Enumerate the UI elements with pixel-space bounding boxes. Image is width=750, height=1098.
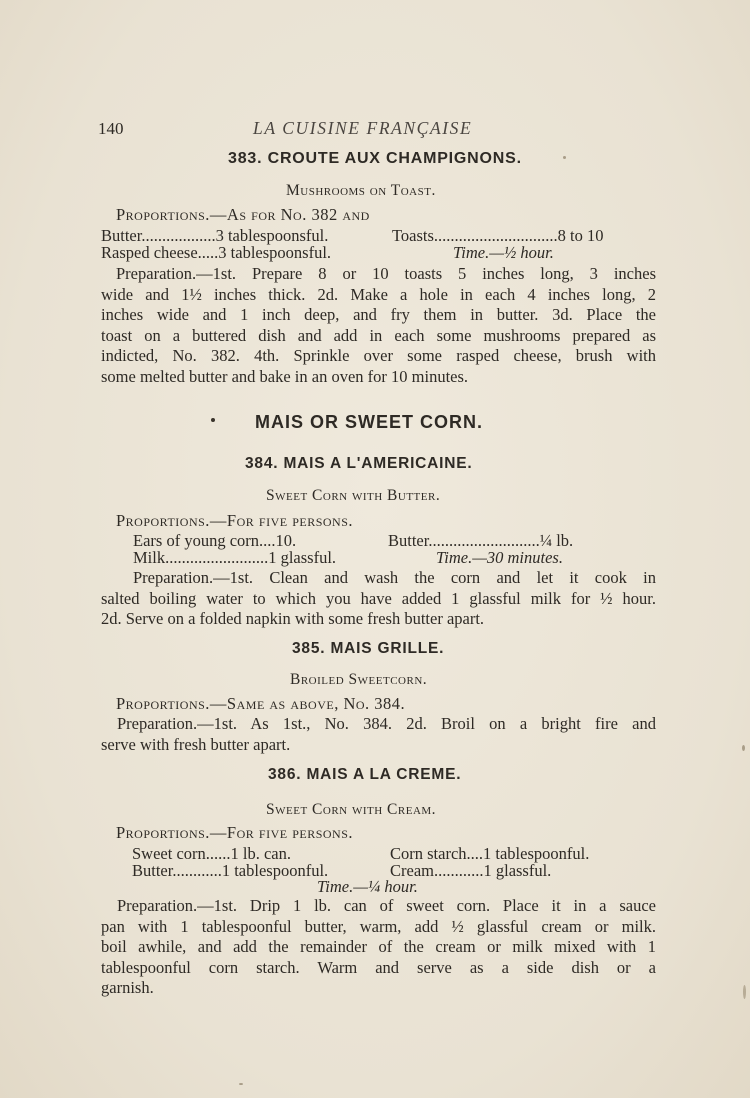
- recipe-title: 383. CROUTE AUX CHAMPIGNONS.: [228, 150, 522, 167]
- running-title: LA CUISINE FRANÇAISE: [253, 118, 473, 138]
- ingredient-item: Cream............1 glassful.: [390, 861, 552, 880]
- text-line: Preparation.—1st. Prepare 8 or 10 toasts 5 inches long, 3 inches: [116, 264, 656, 283]
- text-line: toast on a buttered dish and add in each some mushrooms prepared as: [101, 325, 656, 345]
- text-line: Preparation.—1st. Clean and wash the corn and let it cook in: [133, 568, 656, 587]
- page-number: 140: [98, 119, 124, 138]
- proportions-line: Proportions.—As for No. 382 and: [116, 205, 370, 224]
- recipe-title: 384. MAIS A L'AMERICAINE.: [245, 455, 473, 472]
- preparation-paragraph: [101, 714, 656, 755]
- text-line: Preparation.—1st. As 1st., No. 384. 2d. Broil on a bright fire and: [117, 714, 656, 733]
- text-line: pan with 1 tablespoonful butter, warm, add ½ glassful cream or milk.: [101, 916, 656, 936]
- proportions-line: Proportions.—For five persons.: [116, 511, 354, 530]
- text-line: serve with fresh butter apart.: [101, 734, 291, 754]
- text-line: some melted butter and bake in an oven for 10 minutes.: [101, 366, 469, 386]
- ingredient-item: Toasts..............................8 to 10: [392, 226, 604, 245]
- text-line: inches wide and 1 inch deep, and fry them in butter. 3d. Place the: [101, 305, 656, 325]
- recipe-subtitle: Sweet Corn with Cream.: [266, 801, 437, 818]
- ingredient-item: Butter..................3 tablespoonsful.: [101, 226, 329, 245]
- recipe-subtitle: Mushrooms on Toast.: [286, 182, 436, 199]
- text-line: boil awhile, and add the remainder of the cream or milk mixed with 1: [101, 937, 656, 957]
- ingredient-item: Ears of young corn....10.: [133, 531, 297, 550]
- preparation-paragraph: [101, 264, 656, 388]
- preparation-paragraph: [101, 896, 656, 999]
- text-line: Preparation.—1st. Drip 1 lb. can of sweet corn. Place it in a sauce: [117, 896, 656, 915]
- ingredient-item: Butter...........................¼ lb.: [388, 531, 574, 550]
- paper-speck: [211, 418, 215, 422]
- recipe-title: 386. MAIS A LA CREME.: [268, 766, 462, 783]
- proportions-line: Proportions.—For five persons.: [116, 823, 354, 842]
- text-line: indicted, No. 382. 4th. Sprinkle over some rasped cheese, brush with: [101, 346, 656, 366]
- ingredient-item: Rasped cheese.....3 tablespoonsful.: [101, 243, 332, 262]
- paper-speck: [563, 156, 566, 159]
- text-line: 2d. Serve on a folded napkin with some fresh butter apart.: [101, 609, 485, 629]
- text-line: wide and 1½ inches thick. 2d. Make a hole in each 4 inches long, 2: [101, 284, 656, 304]
- proportions-line: Proportions.—Same as above, No. 384.: [116, 694, 406, 713]
- text-line: garnish.: [101, 978, 154, 998]
- ingredient-item: Corn starch....1 tablespoonful.: [390, 844, 590, 863]
- paper-speck: [743, 985, 746, 999]
- ingredient-item: Butter............1 tablespoonful.: [132, 861, 329, 880]
- cooking-time: Time.—30 minutes.: [436, 548, 563, 567]
- recipe-subtitle: Broiled Sweetcorn.: [290, 671, 428, 688]
- section-heading: MAIS OR SWEET CORN.: [255, 412, 484, 432]
- recipe-subtitle: Sweet Corn with Butter.: [266, 487, 441, 504]
- text-line: tablespoonful corn starch. Warm and serve as a side dish or a: [101, 957, 656, 977]
- paper-speck: [239, 1083, 243, 1085]
- recipe-title: 385. MAIS GRILLE.: [292, 640, 445, 657]
- preparation-paragraph: [101, 568, 656, 630]
- ingredient-item: Milk.........................1 glassful.: [133, 548, 337, 567]
- text-line: salted boiling water to which you have added 1 glassful milk for ½ hour.: [101, 588, 656, 608]
- ingredient-item: Sweet corn......1 lb. can.: [132, 844, 291, 863]
- cooking-time: Time.—¼ hour.: [317, 877, 418, 896]
- paper-speck: [742, 745, 745, 751]
- cooking-time: Time.—½ hour.: [453, 243, 554, 262]
